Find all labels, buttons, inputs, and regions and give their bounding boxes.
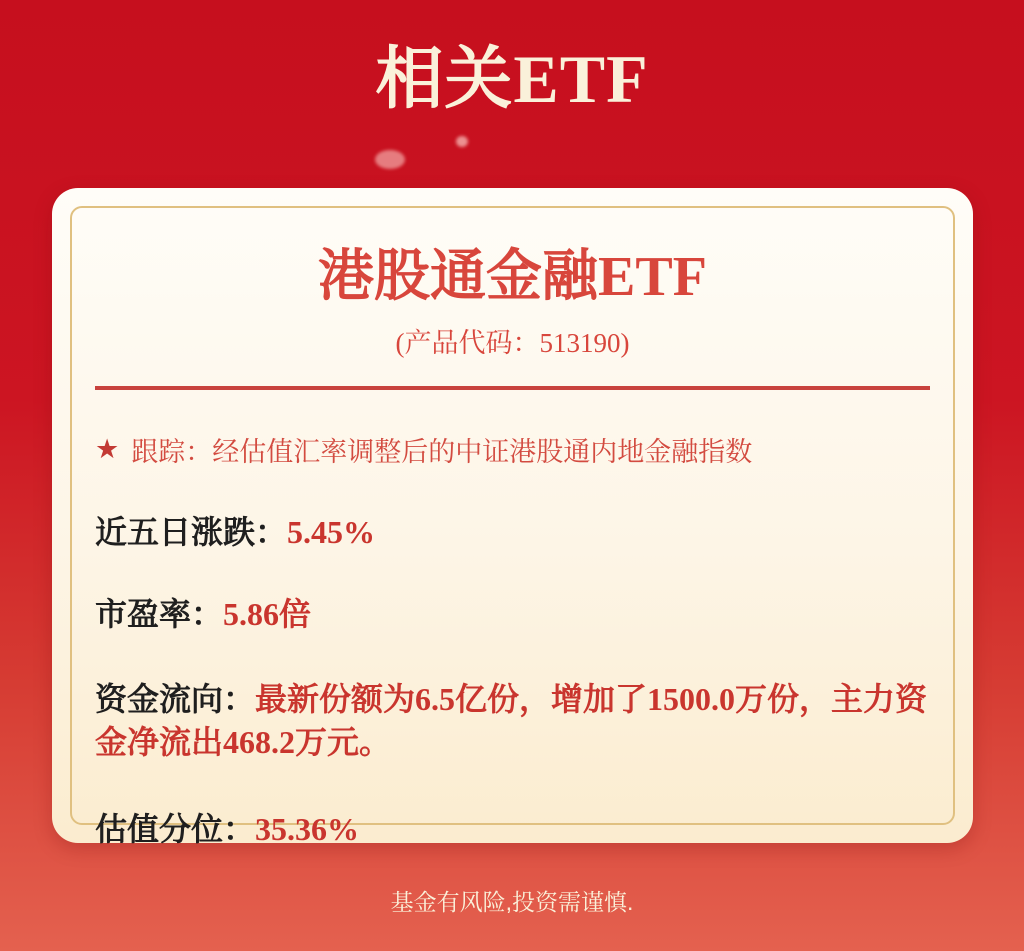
page-header	[0, 42, 1024, 117]
stat-pe-ratio-value: 5.86倍	[223, 595, 312, 632]
etf-card	[52, 188, 973, 848]
stat-valuation-percentile-label: 估值分位：	[95, 811, 256, 848]
page-title-zh: 相关	[375, 41, 514, 117]
track-text	[131, 430, 752, 469]
stat-fund-flow-label: 资金流向：	[95, 680, 256, 717]
track-row	[95, 430, 930, 469]
divider-line	[95, 386, 930, 390]
stat-recent-change-label: 近五日涨跌：	[95, 514, 288, 551]
etf-name-latin: ETF	[598, 246, 707, 308]
page-title	[0, 42, 1024, 117]
stat-recent-change-value: 5.45%	[287, 514, 376, 551]
stat-pe-ratio	[95, 593, 930, 636]
stat-pe-ratio-label: 市盈率：	[95, 595, 224, 632]
track-value: 经估值汇率调整后的中证港股通内地金融指数	[212, 437, 753, 468]
track-label: 跟踪：	[131, 437, 213, 468]
page-footer	[0, 884, 1024, 917]
etf-name	[95, 246, 930, 307]
stat-fund-flow-value: 最新份额为6.5亿份，增加了1500.0万份，主力资金净流出468.2万元。	[95, 680, 928, 761]
decor-dot-small	[456, 136, 468, 147]
stat-fund-flow	[95, 678, 930, 764]
product-code: (产品代码：513190)	[395, 328, 630, 359]
disclaimer-text: 基金有风险,投资需谨慎.	[390, 889, 634, 915]
etf-name-zh: 港股通金融	[318, 244, 599, 307]
stat-valuation-percentile-value: 35.36%	[255, 811, 360, 848]
decor-dot-large	[375, 150, 405, 169]
stat-recent-change	[95, 511, 930, 554]
star-icon: ★	[95, 434, 120, 465]
page-title-latin: ETF	[513, 41, 649, 117]
stat-valuation-percentile	[95, 808, 930, 851]
card-content	[52, 188, 973, 848]
